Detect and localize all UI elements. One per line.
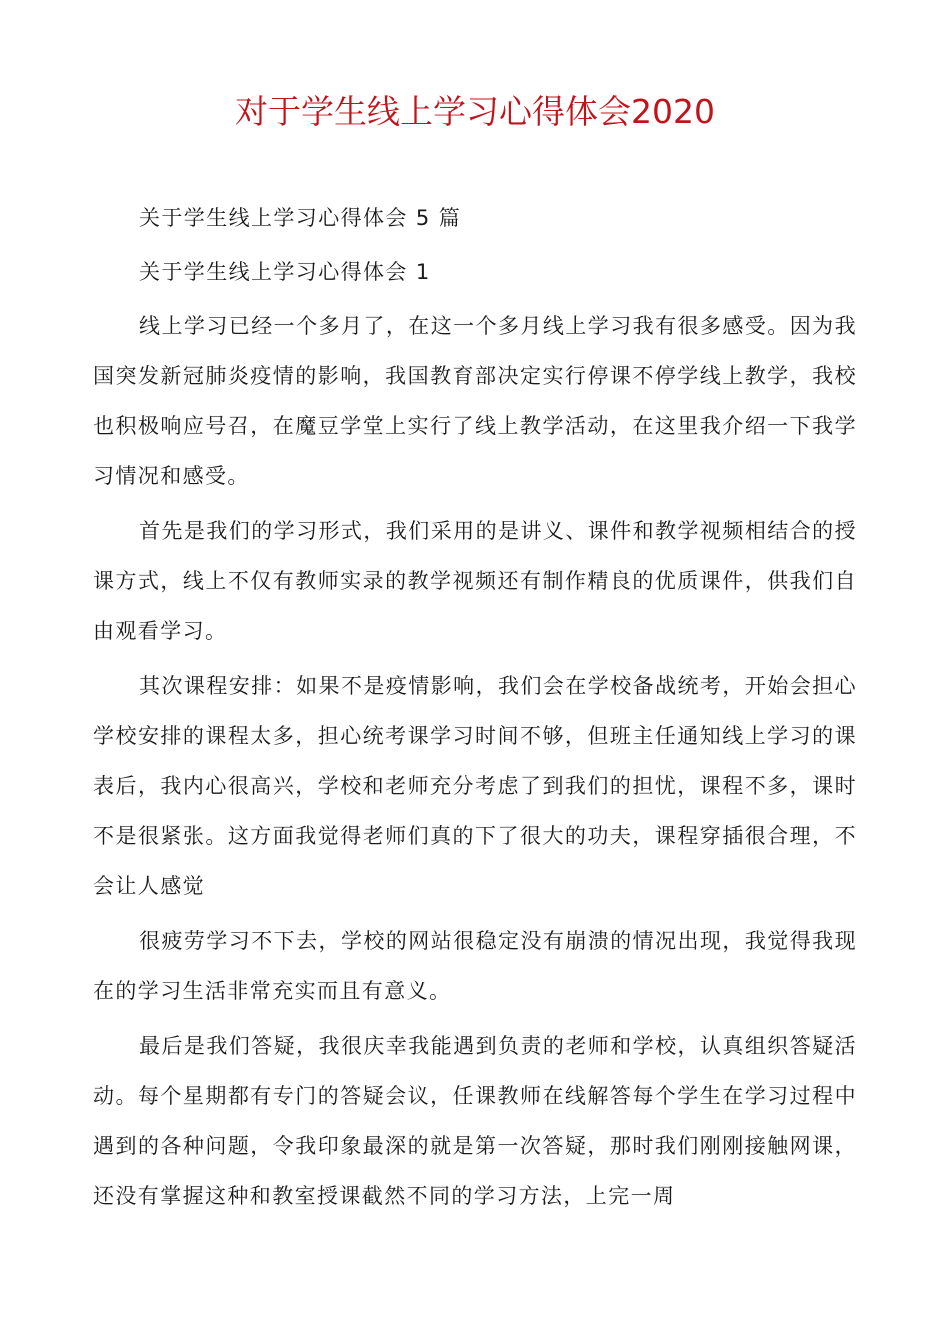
document-body: [93, 193, 857, 1226]
paragraph: 首先是我们的学习形式，我们采用的是讲义、课件和教学视频相结合的授课方式，线上不仅有教师实录的教学视频还有制作精良的优质课件，供我们自由观看学习。: [93, 519, 857, 643]
paragraph: 最后是我们答疑，我很庆幸我能遇到负责的老师和学校，认真组织答疑活动。每个星期都有专门的答疑会议，任课教师在线解答每个学生在学习过程中遇到的各种问题，令我印象最深的就是第一次答疑，那时我们刚刚接触网课，还没有掌握这种和教室授课截然不同的学习方法，上完一周: [93, 1034, 857, 1208]
paragraph: 很疲劳学习不下去，学校的网站很稳定没有崩溃的情况出现，我觉得我现在的学习生活非常充实而且有意义。: [93, 929, 857, 1003]
paragraph: 其次课程安排：如果不是疫情影响，我们会在学校备战统考，开始会担心学校安排的课程太多，担心统考课学习时间不够，但班主任通知线上学习的课表后，我内心很高兴，学校和老师充分考虑了到我们的担忧，课程不多，课时不是很紧张。这方面我觉得老师们真的下了很大的功夫，课程穿插很合理，不会让人感觉: [93, 674, 857, 898]
section-heading: 关于学生线上学习心得体会 1: [139, 260, 431, 284]
document-title: 对于学生线上学习心得体会2020: [235, 92, 715, 131]
document-subtitle: 关于学生线上学习心得体会 5 篇: [139, 206, 462, 230]
paragraph: 线上学习已经一个多月了，在这一个多月线上学习我有很多感受。因为我国突发新冠肺炎疫情的影响，我国教育部决定实行停课不停学线上教学，我校也积极响应号召，在魔豆学堂上实行了线上教学活动，在这里我介绍一下我学习情况和感受。: [93, 314, 857, 488]
